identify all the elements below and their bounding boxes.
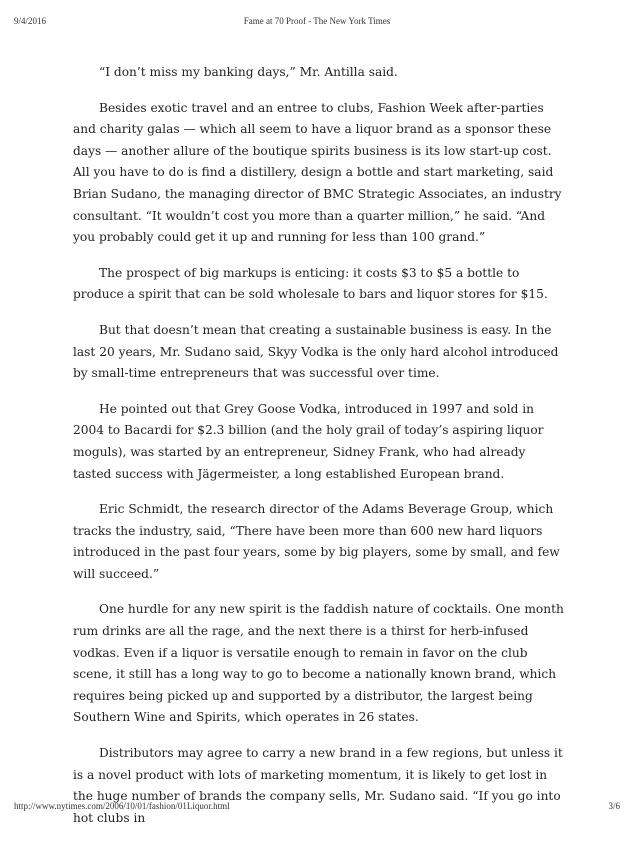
article-body [73, 62, 565, 843]
page-footer [14, 801, 620, 813]
paragraph: But that doesn’t mean that creating a sustainable business is easy. In the last 20 years, Mr. Sudano said, Skyy Vodka is the only hard alcohol introduced by small-time entrepreneurs that was successful over time. [73, 322, 559, 381]
paragraph: He pointed out that Grey Goose Vodka, introduced in 1997 and sold in 2004 to Bacardi for $2.3 billion (and the holy grail of today’s aspiring liquor moguls), was started by an entrepreneur, Sidney Frank, who had already tasted success with Jägermeister, a long established European brand. [73, 401, 544, 481]
source-url: http://www.nytimes.com/2006/10/01/fashion/01Liquor.html [14, 801, 230, 811]
paragraph: One hurdle for any new spirit is the faddish nature of cocktails. One month rum drinks are all the rage, and the next there is a thirst for herb-infused vodkas. Even if a liquor is versatile enough to remain in favor on the club scene, it still has a long way to go to become a nationally known brand, which requires being picked up and supported by a distributor, the largest being Southern Wine and Spirits, which operates in 26 states. [73, 602, 564, 725]
page-number: 3/6 [608, 801, 620, 811]
print-date: 9/4/2016 [14, 16, 47, 26]
page-header [14, 16, 620, 28]
page-title: Fame at 70 Proof - The New York Times [243, 16, 391, 26]
paragraph: Distributors may agree to carry a new brand in a few regions, but unless it is a novel product with lots of marketing momentum, it is likely to get lost in the huge number of brands the company sells, Mr. Sudano said. “If you go into hot clubs in [73, 746, 563, 825]
paragraph: Eric Schmidt, the research director of the Adams Beverage Group, which tracks the industry, said, “There have been more than 600 new hard liquors introduced in the past four years, some by big players, some by small, and few will succeed.” [73, 502, 560, 581]
paragraph: Besides exotic travel and an entree to clubs, Fashion Week after-parties and charity galas — which all seem to have a liquor brand as a sponsor these days — another allure of the boutique spirits business is its low start-up cost. All you have to do is find a distillery, design a bottle and start marketing, said Brian Sudano, the managing director of BMC Strategic Associates, an industry consultant. “It wouldn’t cost you more than a quarter million,” he said. “And you probably could get it up and running for less than 100 grand.” [73, 100, 562, 245]
paragraph: “I don’t miss my banking days,” Mr. Antilla said. [99, 65, 398, 79]
paragraph: The prospect of big markups is enticing: it costs $3 to $5 a bottle to produce a spirit that can be sold wholesale to bars and liquor stores for $15. [73, 265, 548, 302]
